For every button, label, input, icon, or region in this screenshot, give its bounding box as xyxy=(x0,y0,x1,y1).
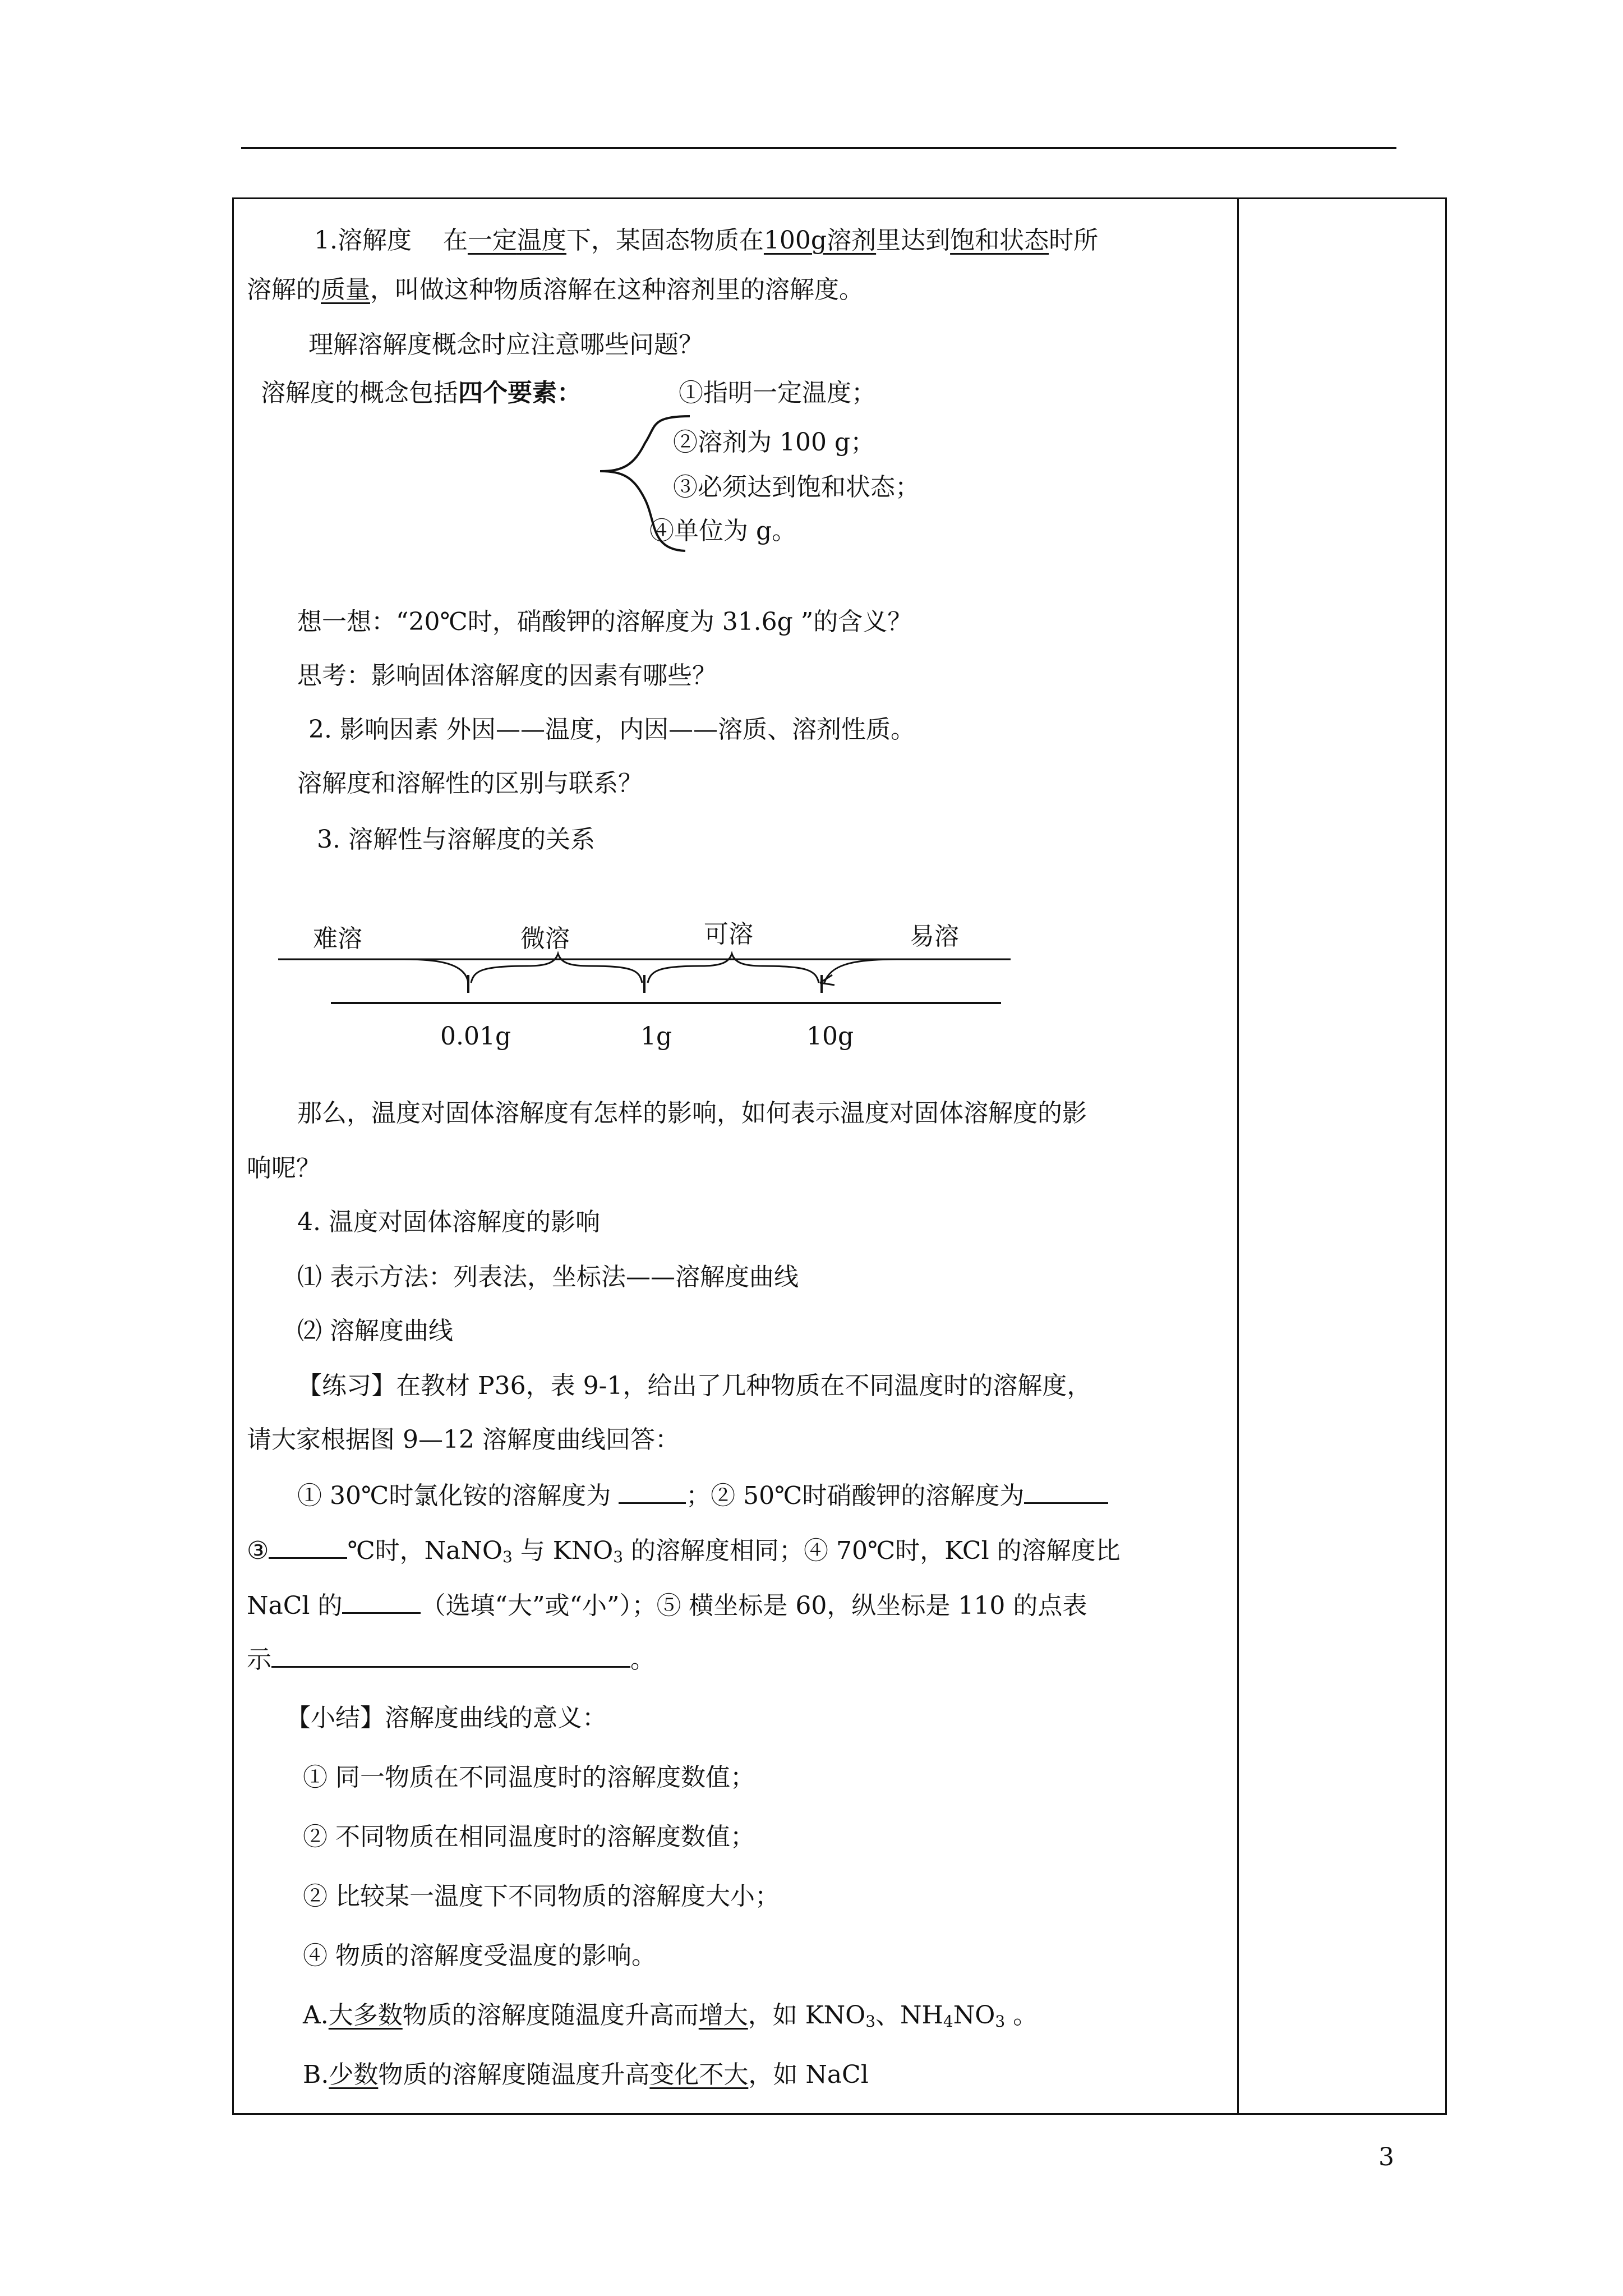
definition-text: 时所 xyxy=(1049,226,1099,255)
section4-heading: 4. 温度对固体溶解度的影响 xyxy=(297,1208,600,1236)
definition-text: 溶解的 xyxy=(247,275,321,304)
line-a-text: 。 xyxy=(1005,2001,1038,2030)
definition-num: 1. xyxy=(314,226,338,255)
relation-heading: 3. 溶解性与溶解度的关系 xyxy=(317,825,595,854)
summary-item-3: ② 比较某一温度下不同物质的溶解度大小； xyxy=(303,1882,780,1911)
exercise-line-2: 请大家根据图 9—12 溶解度曲线回答： xyxy=(247,1425,680,1454)
definition-underline: 饱和状态 xyxy=(950,226,1049,255)
subscript: 3 xyxy=(613,1548,624,1566)
difference-question: 溶解度和溶解性的区别与联系？ xyxy=(297,769,643,798)
element-item-2: ②溶剂为 100 g； xyxy=(673,428,875,457)
scale-tick-label-10g: 10g xyxy=(806,1022,854,1051)
line-a-text: NO xyxy=(953,2001,995,2030)
definition-text: 下，某固态物质在 xyxy=(566,226,764,255)
brace-yirong xyxy=(824,959,1011,983)
element-item-3: ③必须达到饱和状态； xyxy=(673,473,920,501)
temperature-question-2: 响呢？ xyxy=(247,1154,321,1182)
elements-lead-bold: 四个要素： xyxy=(458,379,582,407)
scale-category-weirong: 微溶 xyxy=(520,924,570,953)
elements-lead-text: 溶解度的概念包括 xyxy=(261,379,458,407)
line-a-text: ，如 KNO xyxy=(748,2001,866,2030)
definition-underline: 溶剂 xyxy=(827,226,877,255)
elements-brace xyxy=(600,416,690,551)
exercise-text: NaCl 的 xyxy=(247,1591,343,1620)
solubility-scale xyxy=(278,920,1011,1051)
section4-item-1: ⑴ 表示方法：列表法，坐标法——溶解度曲线 xyxy=(297,1263,799,1291)
element-item-4: ④单位为 g。 xyxy=(649,517,797,545)
line-a-text: A. xyxy=(303,2001,329,2030)
definition-text: 在 xyxy=(442,226,468,255)
exercise-text: ；② 50℃时硝酸钾的溶解度为 xyxy=(686,1481,1025,1510)
exercise-text: 。 xyxy=(630,1645,655,1674)
line-b-text: ，如 NaCl xyxy=(748,2060,869,2089)
scale-category-nanrong: 难溶 xyxy=(313,924,362,953)
subscript: 4 xyxy=(943,2012,953,2031)
factors-line: 2. 影响因素 外因——温度，内因——溶质、溶剂性质。 xyxy=(308,715,915,744)
exercise-text: （选填“大”或“小”）；⑤ 横坐标是 60，纵坐标是 110 的点表 xyxy=(421,1591,1087,1620)
definition-underline: 质量 xyxy=(321,275,370,304)
line-a-underline: 大多数 xyxy=(328,2001,403,2030)
definition-underline: 温度 xyxy=(517,226,566,255)
brace-weirong xyxy=(471,954,642,983)
exercise-text: ℃时，NaNO xyxy=(347,1536,502,1565)
scale-tick-label-0-01g: 0.01g xyxy=(440,1022,511,1051)
think-one: 想一想：“20℃时，硝酸钾的溶解度为 31.6g ”的含义？ xyxy=(297,608,912,636)
think-two: 思考：影响固体溶解度的因素有哪些？ xyxy=(297,661,717,690)
line-b-text: 物质的溶解度随温度升高 xyxy=(378,2060,650,2089)
definition-underline: 100g xyxy=(763,226,827,255)
line-a-text: 物质的溶解度随温度升高而 xyxy=(402,2001,699,2030)
page-number: 3 xyxy=(1378,2143,1394,2171)
exercise-text: 与 KNO xyxy=(512,1536,614,1565)
exercise-text: 的溶解度相同；④ 70℃时，KCl 的溶解度比 xyxy=(623,1536,1121,1565)
summary-item-1: ① 同一物质在不同温度时的溶解度数值； xyxy=(303,1763,755,1792)
exercise-text: ③ xyxy=(247,1536,269,1565)
brace-nanrong xyxy=(278,959,468,983)
definition-term: 溶解度 xyxy=(337,226,412,255)
scale-category-kerong: 可溶 xyxy=(704,920,753,949)
summary-item-2: ② 不同物质在相同温度时的溶解度数值； xyxy=(303,1823,755,1851)
element-item-1: ①指明一定温度； xyxy=(679,379,876,407)
temperature-question-1: 那么，温度对固体溶解度有怎样的影响，如何表示温度对固体溶解度的影 xyxy=(297,1099,1087,1128)
subscript: 3 xyxy=(502,1548,513,1566)
definition-underline: 一定 xyxy=(467,226,517,255)
exercise-line-1: 【练习】在教材 P36，表 9-1，给出了几种物质在不同温度时的溶解度， xyxy=(297,1372,1092,1400)
scale-tick-label-1g: 1g xyxy=(640,1022,672,1051)
line-a-text: 、NH xyxy=(875,2001,943,2030)
definition-text: 里达到 xyxy=(876,226,951,255)
subscript: 3 xyxy=(995,2012,1006,2031)
exercise-text: ① 30℃时氯化铵的溶解度为 xyxy=(297,1481,619,1510)
line-b-underline: 变化不大 xyxy=(649,2060,749,2089)
summary-heading: 【小结】溶解度曲线的意义： xyxy=(286,1704,607,1732)
scale-category-yirong: 易溶 xyxy=(910,922,959,951)
definition-text: ，叫做这种物质溶解在这种溶剂里的溶解度。 xyxy=(370,275,864,304)
section4-item-2: ⑵ 溶解度曲线 xyxy=(297,1317,453,1345)
exercise-text: 示 xyxy=(247,1645,271,1674)
summary-item-4: ④ 物质的溶解度受温度的影响。 xyxy=(303,1941,656,1970)
line-b-text: B. xyxy=(303,2060,329,2089)
line-b-underline: 少数 xyxy=(329,2060,379,2089)
line-a-underline: 增大 xyxy=(698,2001,748,2030)
brace-kerong xyxy=(648,954,819,983)
concept-question: 理解溶解度概念时应注意哪些问题？ xyxy=(308,330,703,359)
subscript: 3 xyxy=(865,2012,876,2031)
